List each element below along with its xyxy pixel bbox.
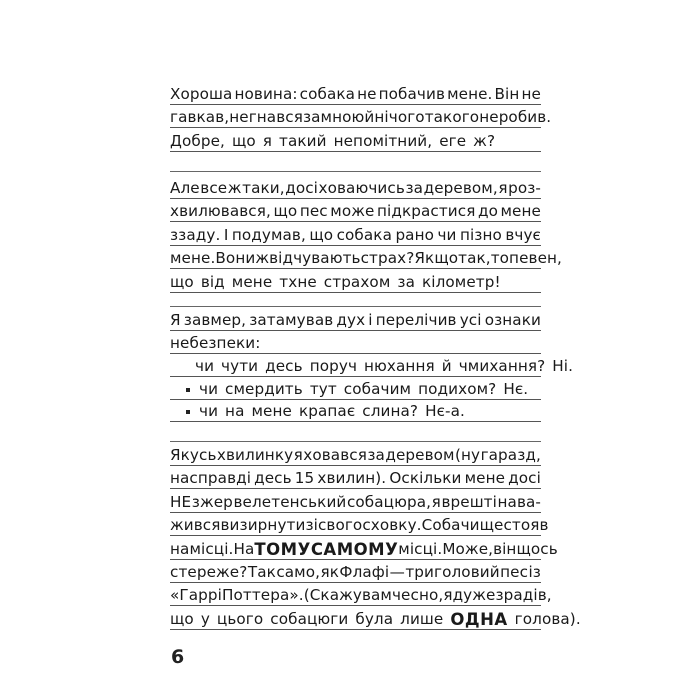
word: я (293, 446, 303, 464)
word: підкрастися (377, 202, 476, 220)
word: На (233, 539, 255, 558)
word: тхне (279, 273, 317, 291)
word: пізно (459, 226, 502, 244)
word: що (170, 273, 194, 291)
word: Хороша (170, 85, 233, 103)
word: Я (170, 311, 181, 329)
word: деревом, (423, 179, 498, 197)
word: подихом? (418, 380, 497, 398)
text-line (170, 466, 541, 489)
text-line (170, 607, 581, 630)
word: мене. (170, 249, 216, 267)
word: Ні. (552, 357, 574, 375)
word: триголовий (405, 563, 500, 581)
word: на (225, 402, 245, 420)
word: що (231, 132, 256, 150)
word: й (441, 357, 452, 375)
word: ховався (303, 446, 367, 464)
word: я (262, 132, 272, 150)
word: Нє. (503, 380, 529, 398)
word: я (498, 179, 508, 197)
word: у (200, 609, 210, 628)
word: мене (500, 202, 541, 220)
text-line (170, 129, 541, 152)
word: чи (199, 402, 219, 420)
word: ж? (473, 132, 496, 150)
word: чи (199, 380, 219, 398)
word: стереже? (170, 563, 248, 581)
word: страхом (323, 273, 391, 291)
text-line (170, 246, 562, 269)
word: таки, (242, 179, 285, 197)
word: десь (265, 357, 303, 375)
ruled-line (170, 440, 541, 442)
word: за (405, 179, 424, 197)
word: собака (299, 85, 356, 103)
word: ховаючись (318, 179, 405, 197)
word: Нє-а. (425, 402, 465, 420)
word: на (170, 539, 190, 558)
word: за (302, 108, 321, 126)
word: щось (516, 539, 558, 558)
word: такий (279, 132, 327, 150)
word: не (229, 108, 249, 126)
word: чмихання? (458, 357, 546, 375)
word: лише (400, 609, 444, 628)
word: може (330, 202, 375, 220)
text-line (170, 331, 541, 354)
word: й (364, 108, 375, 126)
word: що (170, 609, 194, 628)
word: непомітний, (333, 132, 433, 150)
text-line (170, 270, 541, 293)
word: свого (317, 516, 363, 535)
text-line (170, 199, 541, 222)
word: І (223, 226, 229, 244)
word: робив. (498, 108, 552, 126)
word: я (443, 586, 453, 605)
word: так, (458, 249, 491, 267)
word: крапає (298, 402, 356, 420)
text-line (170, 82, 541, 105)
word: стояв (503, 516, 549, 535)
word: дуже (452, 586, 496, 605)
word: собацюги (270, 609, 349, 628)
word: нічого (374, 108, 425, 126)
word: Так (247, 563, 276, 581)
word: смердить (225, 380, 303, 398)
ruled-line (170, 305, 541, 307)
word: (ну (455, 446, 481, 464)
word: за (367, 446, 385, 464)
word: тут (309, 380, 337, 398)
word: ззаду. (170, 226, 221, 244)
word: небезпеки: (170, 334, 261, 352)
word: десь (254, 469, 292, 488)
word: із (528, 563, 541, 581)
bullet-item (170, 354, 574, 377)
word: чи (437, 226, 457, 244)
word: визирнути (220, 516, 306, 535)
text-line (170, 490, 541, 513)
word: мене. (447, 85, 493, 103)
word: Добре, (170, 132, 225, 150)
word: вам (361, 586, 392, 605)
word: зрадів, (495, 586, 552, 605)
word: врешті (441, 492, 497, 511)
word: мене (251, 402, 292, 420)
word: чи (195, 357, 215, 375)
word: страх? (360, 249, 415, 267)
word: досі (508, 469, 541, 488)
word: чути (221, 357, 259, 375)
bullet-item (170, 399, 541, 422)
word: сховку. (362, 516, 422, 535)
word: побачив (378, 85, 446, 103)
word: за (397, 273, 415, 291)
word: вчує (505, 226, 541, 244)
word: я (431, 492, 441, 511)
word: мене (464, 469, 506, 488)
word: цього (216, 609, 264, 628)
word: все (200, 179, 228, 197)
word: Поттера». (221, 586, 304, 605)
word: пес (299, 202, 328, 220)
word: собачим (343, 380, 412, 398)
word: ОДНА (450, 609, 508, 629)
word: була (355, 609, 394, 628)
word: завмер, (183, 311, 247, 329)
word: НЕ (170, 492, 192, 511)
word: що (309, 226, 334, 244)
word: само, (276, 563, 321, 581)
word: то (490, 249, 510, 267)
ruled-line (170, 170, 541, 172)
word: не (521, 85, 541, 103)
word: такого (424, 108, 480, 126)
word: хвилин). (317, 469, 387, 488)
text-line (170, 537, 558, 560)
word: кілометр! (421, 273, 501, 291)
word: жився (170, 516, 221, 535)
word: гаразд, (480, 446, 541, 464)
word: місці. (398, 539, 443, 558)
word: відчувають (269, 249, 361, 267)
word: собацюра, (346, 492, 432, 511)
word: мене (231, 273, 273, 291)
word: досі (285, 179, 318, 197)
word: нюхання (364, 357, 435, 375)
word: певен, (509, 249, 562, 267)
word: до (477, 202, 498, 220)
text-line (170, 513, 549, 536)
word: ж (227, 179, 242, 197)
word: насправді (170, 469, 252, 488)
word: — (389, 563, 405, 581)
word: Якщо (414, 249, 459, 267)
word: від (200, 273, 225, 291)
word: дух (336, 311, 366, 329)
word: САМОМУ (310, 539, 399, 559)
word: ознаки (484, 311, 541, 329)
word: і (368, 311, 373, 329)
word: затамував (249, 311, 334, 329)
word: поруч (309, 357, 358, 375)
word: не (479, 108, 499, 126)
word: гнався (248, 108, 303, 126)
word: Собачище (421, 516, 504, 535)
word: хвилинку (216, 446, 294, 464)
word: велетенський (233, 492, 347, 511)
word: зжер (191, 492, 233, 511)
word: мною (320, 108, 365, 126)
bullet-item (170, 377, 541, 400)
word: що (273, 202, 298, 220)
text-line (170, 176, 541, 199)
word: Якусь (170, 446, 217, 464)
word: Вони (215, 249, 256, 267)
text-line (170, 560, 541, 583)
word: ж (255, 249, 270, 267)
word: Може, (442, 539, 494, 558)
word: голова). (514, 609, 581, 628)
page-number: 6 (171, 646, 185, 668)
word: пес (500, 563, 529, 581)
text-line (170, 308, 541, 331)
word: деревом (385, 446, 455, 464)
word: Флафі (339, 563, 390, 581)
word: «Гаррі (170, 586, 222, 605)
text-line (170, 223, 541, 246)
word: собака (336, 226, 392, 244)
word: не (357, 85, 377, 103)
text-line (170, 443, 541, 466)
word: новина: (234, 85, 298, 103)
word: чесно, (391, 586, 444, 605)
word: (Скажу (303, 586, 362, 605)
word: усі (459, 311, 482, 329)
word: Оскільки (389, 469, 462, 488)
word: гавкав, (170, 108, 230, 126)
word: він (493, 539, 517, 558)
word: подумав, (231, 226, 306, 244)
text-line (170, 583, 552, 606)
word: як (320, 563, 339, 581)
word: рано (395, 226, 435, 244)
word: 15 (294, 469, 315, 488)
bullet-icon (186, 410, 190, 414)
word: роз- (508, 179, 541, 197)
word: нава- (497, 492, 541, 511)
word: Але (170, 179, 200, 197)
word: перелічив (375, 311, 457, 329)
bullet-icon (186, 388, 190, 392)
word: місці. (189, 539, 234, 558)
word: зі (305, 516, 318, 535)
word: слина? (362, 402, 419, 420)
word: ТОМУ (254, 539, 311, 559)
word: Він (494, 85, 520, 103)
word: еге (439, 132, 467, 150)
word: хвилювався, (170, 202, 271, 220)
text-line (170, 105, 552, 128)
